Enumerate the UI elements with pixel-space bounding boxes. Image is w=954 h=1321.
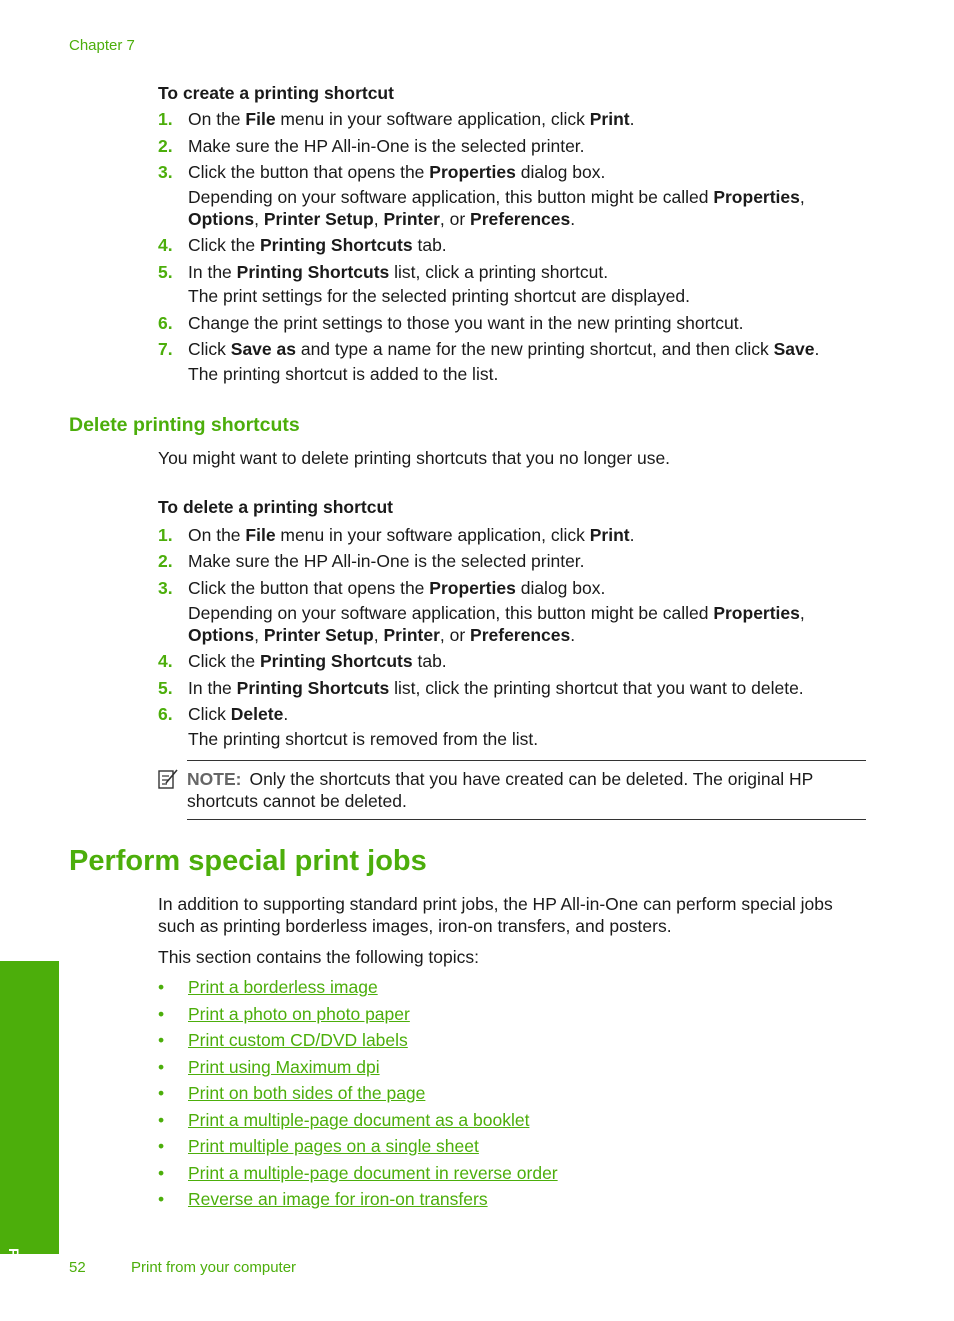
topic-link[interactable]: Print using Maximum dpi [188,1057,380,1077]
step-number: 3. [158,162,173,182]
note-text: Only the shortcuts that you have created can be deleted. The original HP shortcuts cannot be deleted. [187,769,814,811]
step-continuation: The print settings for the selected printing shortcut are displayed. [188,286,690,306]
step-number: 1. [158,525,173,545]
bullet-icon: • [158,1163,165,1183]
special-intro: In addition to supporting standard print jobs, the HP All-in-One can perform special jobs such as printing borderless images, iron-on transfers, and posters. [158,894,833,936]
bullet-icon: • [158,1057,165,1077]
delete-step [158,677,866,699]
special-section-title: Perform special print jobs [69,845,427,877]
note-label: NOTE: [187,769,242,789]
step-number: 6. [158,313,173,333]
topic-link[interactable]: Print a photo on photo paper [188,1004,410,1024]
step-number: 2. [158,551,173,571]
bullet-icon: • [158,1004,165,1024]
delete-step [158,650,866,672]
step-text: Click the button that opens the Properties dialog box. [188,578,606,598]
step-continuation: The printing shortcut is added to the list. [188,364,499,384]
topic-link[interactable]: Print a borderless image [188,977,378,997]
create-shortcut-heading: To create a printing shortcut [158,83,394,103]
delete-step [158,577,866,599]
bullet-icon: • [158,1110,165,1130]
step-text: In the Printing Shortcuts list, click a printing shortcut. [188,262,609,282]
step-continuation: Depending on your software application, this button might be called Properties, Options, Printer Setup, Printer, or Preferences. [188,603,805,645]
delete-step [158,524,866,546]
topic-link[interactable]: Reverse an image for iron-on transfers [188,1189,488,1209]
note-icon [157,768,179,790]
topic-link[interactable]: Print a multiple-page document as a booklet [188,1110,530,1130]
step-text: Click Delete. [188,704,289,724]
note-text-block [187,768,862,812]
step-number: 1. [158,109,173,129]
sidebar-tab-label: Print [6,1248,22,1280]
step-number: 5. [158,262,173,282]
create-step [158,338,866,360]
delete-shortcut-heading: To delete a printing shortcut [158,497,393,517]
step-number: 5. [158,678,173,698]
bullet-icon: • [158,1083,165,1103]
bullet-icon: • [158,1136,165,1156]
topic-link[interactable]: Print multiple pages on a single sheet [188,1136,479,1156]
create-step [158,234,866,256]
step-number: 6. [158,704,173,724]
bullet-icon: • [158,1189,165,1209]
step-continuation: Depending on your software application, this button might be called Properties, Options, Printer Setup, Printer, or Preferences. [188,187,805,229]
step-text: Make sure the HP All-in-One is the selected printer. [188,136,585,156]
step-text: Change the print settings to those you want in the new printing shortcut. [188,313,744,333]
delete-section-intro: You might want to delete printing shortcuts that you no longer use. [158,448,671,468]
step-number: 4. [158,235,173,255]
step-number: 2. [158,136,173,156]
create-step [158,312,866,334]
step-text: Make sure the HP All-in-One is the selected printer. [188,551,585,571]
step-number: 7. [158,339,173,359]
create-step [158,261,866,283]
chapter-label: Chapter 7 [69,37,135,54]
bullet-icon: • [158,1030,165,1050]
step-text: On the File menu in your software application, click Print. [188,525,635,545]
create-step [158,135,866,157]
step-text: Click Save as and type a name for the new printing shortcut, and then click Save. [188,339,820,359]
topic-link[interactable]: Print on both sides of the page [188,1083,426,1103]
step-number: 4. [158,651,173,671]
topic-link[interactable]: Print a multiple-page document in reverse order [188,1163,558,1183]
sidebar-tab [0,961,59,1254]
create-step [158,161,866,183]
topic-link[interactable]: Print custom CD/DVD labels [188,1030,408,1050]
step-continuation: The printing shortcut is removed from the list. [188,729,539,749]
bullet-icon: • [158,977,165,997]
delete-step [158,703,866,725]
create-step [158,108,866,130]
step-text: Click the button that opens the Properties dialog box. [188,162,606,182]
footer-title: Print from your computer [131,1259,297,1276]
step-text: On the File menu in your software application, click Print. [188,109,635,129]
step-text: In the Printing Shortcuts list, click the printing shortcut that you want to delete. [188,678,804,698]
delete-section-title: Delete printing shortcuts [69,414,300,436]
step-text: Click the Printing Shortcuts tab. [188,235,447,255]
topics-intro: This section contains the following topics: [158,947,479,967]
step-number: 3. [158,578,173,598]
delete-step [158,550,866,572]
footer-page-number: 52 [69,1259,86,1276]
step-text: Click the Printing Shortcuts tab. [188,651,447,671]
